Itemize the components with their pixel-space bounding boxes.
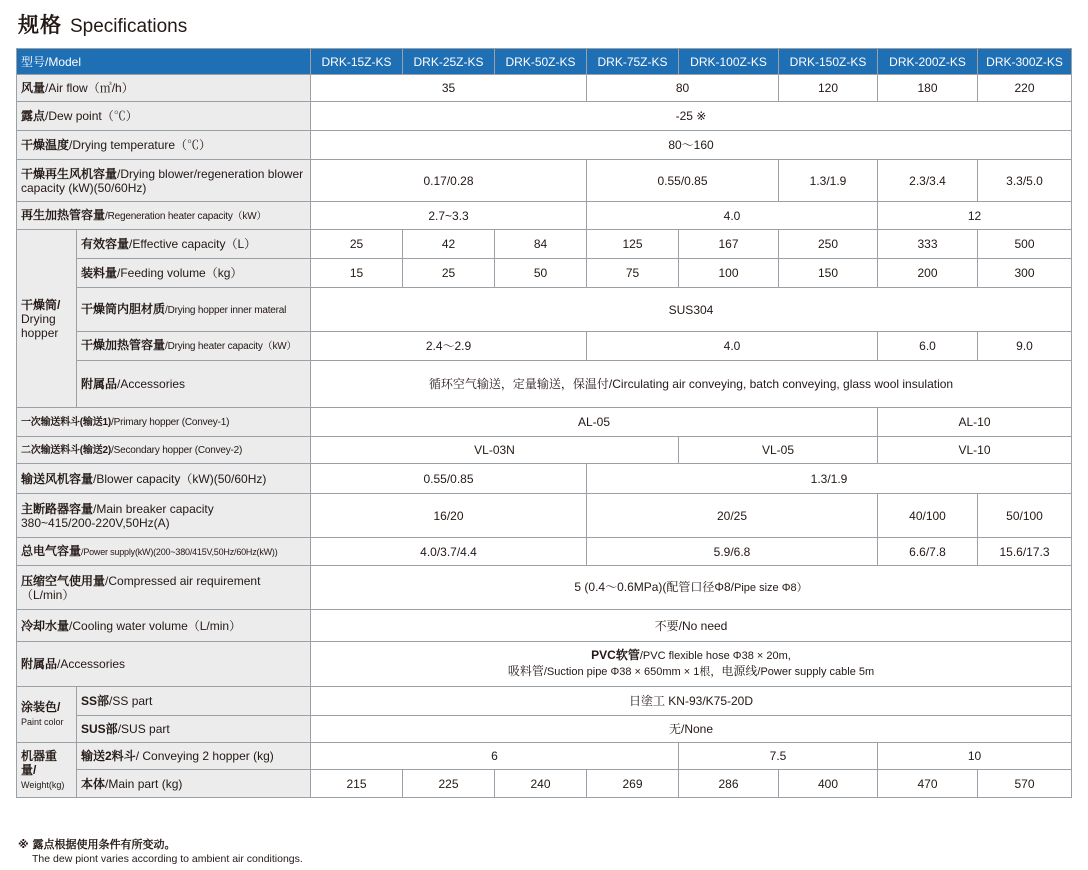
footnote-zh: ※ 露点根据使用条件有所变动。	[18, 838, 176, 851]
footnote-en: The dew piont varies according to ambient air conditiongs.	[32, 853, 303, 865]
group-label-hopper: 干燥筒/ Drying hopper	[17, 230, 77, 408]
cell-value: 不要/No need	[311, 610, 1072, 642]
cell-value: 5.9/6.8	[587, 538, 878, 566]
cell-value: 215	[311, 770, 403, 798]
cell-value: AL-10	[878, 408, 1072, 437]
cell-value: 2.4～2.9	[311, 332, 587, 361]
cell-value: 40/100	[878, 494, 978, 538]
model-6: DRK-150Z-KS	[779, 49, 878, 75]
row-label: 干燥加热管容量/Drying heater capacity（kW）	[77, 332, 311, 361]
cell-value: 1.3/1.9	[587, 464, 1072, 494]
row-label: 附属品/Accessories	[77, 361, 311, 408]
cell-value: 470	[878, 770, 978, 798]
cell-value: 1.3/1.9	[779, 160, 878, 202]
row-label: 装料量/Feeding volume（kg）	[77, 259, 311, 288]
cell-value: 80～160	[311, 131, 1072, 160]
row-label: SUS部/SUS part	[77, 716, 311, 743]
cell-value: 0.55/0.85	[587, 160, 779, 202]
cell-value: 10	[878, 743, 1072, 770]
cell-value: 4.0	[587, 332, 878, 361]
group-label-weight: 机器重量/ Weight(kg)	[17, 743, 77, 798]
row-inner	[17, 288, 1072, 332]
row-conv2	[17, 743, 1072, 770]
cell-value: PVC软管/PVC flexible hose Φ38 × 20m, 吸料管/Suction pipe Φ38 × 650mm × 1根，电源线/Power supply cable 5m	[311, 642, 1072, 687]
row-label: 总电气容量/Power supply(kW)(200~380/415V,50Hz/60Hz(kW))	[17, 538, 311, 566]
model-header: 型号/Model	[17, 49, 311, 75]
footnote	[18, 838, 303, 866]
row-power	[17, 538, 1072, 566]
cell-value: 16/20	[311, 494, 587, 538]
cell-value: SUS304	[311, 288, 1072, 332]
cell-value: 120	[779, 75, 878, 102]
row-secondary	[17, 437, 1072, 464]
cell-value: 6.6/7.8	[878, 538, 978, 566]
cell-value: 6	[311, 743, 679, 770]
cell-value: 4.0/3.7/4.4	[311, 538, 587, 566]
cell-value: 286	[679, 770, 779, 798]
model-4: DRK-75Z-KS	[587, 49, 679, 75]
row-sus	[17, 716, 1072, 743]
cell-value: 240	[495, 770, 587, 798]
cell-value: 250	[779, 230, 878, 259]
cell-value: VL-05	[679, 437, 878, 464]
row-label: 再生加热管容量/Regeneration heater capacity（kW）	[17, 202, 311, 230]
row-feed	[17, 259, 1072, 288]
row-airflow	[17, 75, 1072, 102]
row-regen	[17, 202, 1072, 230]
cell-value: 269	[587, 770, 679, 798]
row-accessories	[17, 642, 1072, 687]
cell-value: 300	[978, 259, 1072, 288]
row-ss	[17, 687, 1072, 716]
cell-value: 无/None	[311, 716, 1072, 743]
row-label: 冷却水量/Cooling water volume（L/min）	[17, 610, 311, 642]
cell-value: VL-03N	[311, 437, 679, 464]
cell-value: 125	[587, 230, 679, 259]
cell-value: 150	[779, 259, 878, 288]
cell-value: 50/100	[978, 494, 1072, 538]
row-effcap	[17, 230, 1072, 259]
page-title	[18, 9, 187, 39]
cell-value: 2.3/3.4	[878, 160, 978, 202]
cell-value: 570	[978, 770, 1072, 798]
title-en: Specifications	[70, 16, 188, 37]
row-convblower	[17, 464, 1072, 494]
row-label: 有效容量/Effective capacity（L）	[77, 230, 311, 259]
row-label: 压缩空气使用量/Compressed air requirement（L/min）	[17, 566, 311, 610]
model-5: DRK-100Z-KS	[679, 49, 779, 75]
cell-value: VL-10	[878, 437, 1072, 464]
row-label: 本体/Main part (kg)	[77, 770, 311, 798]
cell-value: 15.6/17.3	[978, 538, 1072, 566]
cell-value: 400	[779, 770, 878, 798]
cell-value: 220	[978, 75, 1072, 102]
cell-value: 180	[878, 75, 978, 102]
cell-value: 75	[587, 259, 679, 288]
row-blower	[17, 160, 1072, 202]
row-water	[17, 610, 1072, 642]
row-label: 输送风机容量/Blower capacity（kW)(50/60Hz)	[17, 464, 311, 494]
cell-value: 500	[978, 230, 1072, 259]
cell-value: 0.17/0.28	[311, 160, 587, 202]
row-drytemp	[17, 131, 1072, 160]
row-label: 露点/Dew point（℃）	[17, 102, 311, 131]
cell-value: 循环空气输送，定量输送，保温付/Circulating air conveying, batch conveying, glass wool insulation	[311, 361, 1072, 408]
row-accessories-hopper	[17, 361, 1072, 408]
row-label: 干燥温度/Drying temperature（℃）	[17, 131, 311, 160]
model-3: DRK-50Z-KS	[495, 49, 587, 75]
model-1: DRK-15Z-KS	[311, 49, 403, 75]
row-label: 干燥再生风机容量/Drying blower/regeneration blower capacity (kW)(50/60Hz)	[17, 160, 311, 202]
cell-value: 12	[878, 202, 1072, 230]
row-label: 二次输送料斗(输送2)/Secondary hopper (Convey-2)	[17, 437, 311, 464]
row-label: 一次输送料斗(输送1)/Primary hopper (Convey-1)	[17, 408, 311, 437]
cell-value: 20/25	[587, 494, 878, 538]
header-row	[17, 49, 1072, 75]
cell-value: 167	[679, 230, 779, 259]
row-label: SS部/SS part	[77, 687, 311, 716]
row-label: 风量/Air flow（㎥/h）	[17, 75, 311, 102]
row-breaker	[17, 494, 1072, 538]
model-8: DRK-300Z-KS	[978, 49, 1072, 75]
model-7: DRK-200Z-KS	[878, 49, 978, 75]
row-label: 干燥筒内胆材质/Drying hopper inner materal	[77, 288, 311, 332]
cell-value: 25	[311, 230, 403, 259]
cell-value: 42	[403, 230, 495, 259]
cell-value: 200	[878, 259, 978, 288]
cell-value: 4.0	[587, 202, 878, 230]
row-label: 输送2料斗/ Conveying 2 hopper (kg)	[77, 743, 311, 770]
cell-value: 9.0	[978, 332, 1072, 361]
cell-value: 15	[311, 259, 403, 288]
cell-value: 6.0	[878, 332, 978, 361]
cell-value: 5 (0.4～0.6MPa)(配管口径Φ8/Pipe size Φ8）	[311, 566, 1072, 610]
cell-value: 50	[495, 259, 587, 288]
cell-value: 7.5	[679, 743, 878, 770]
cell-value: 80	[587, 75, 779, 102]
row-heater	[17, 332, 1072, 361]
row-main	[17, 770, 1072, 798]
cell-value: 225	[403, 770, 495, 798]
cell-value: 0.55/0.85	[311, 464, 587, 494]
cell-value: 2.7~3.3	[311, 202, 587, 230]
cell-value: 3.3/5.0	[978, 160, 1072, 202]
cell-value: 100	[679, 259, 779, 288]
cell-value: 35	[311, 75, 587, 102]
spec-table	[16, 48, 1072, 798]
cell-value: 333	[878, 230, 978, 259]
model-2: DRK-25Z-KS	[403, 49, 495, 75]
cell-value: 84	[495, 230, 587, 259]
row-label: 主断路器容量/Main breaker capacity 380~415/200-220V,50Hz(A)	[17, 494, 311, 538]
cell-value: 日塗工 KN-93/K75-20D	[311, 687, 1072, 716]
title-zh: 规格	[18, 13, 62, 37]
group-label-paint: 涂装色/ Paint color	[17, 687, 77, 743]
row-compressed-air	[17, 566, 1072, 610]
cell-value: -25 ※	[311, 102, 1072, 131]
cell-value: 25	[403, 259, 495, 288]
row-primary	[17, 408, 1072, 437]
row-label: 附属品/Accessories	[17, 642, 311, 687]
cell-value: AL-05	[311, 408, 878, 437]
row-dew	[17, 102, 1072, 131]
